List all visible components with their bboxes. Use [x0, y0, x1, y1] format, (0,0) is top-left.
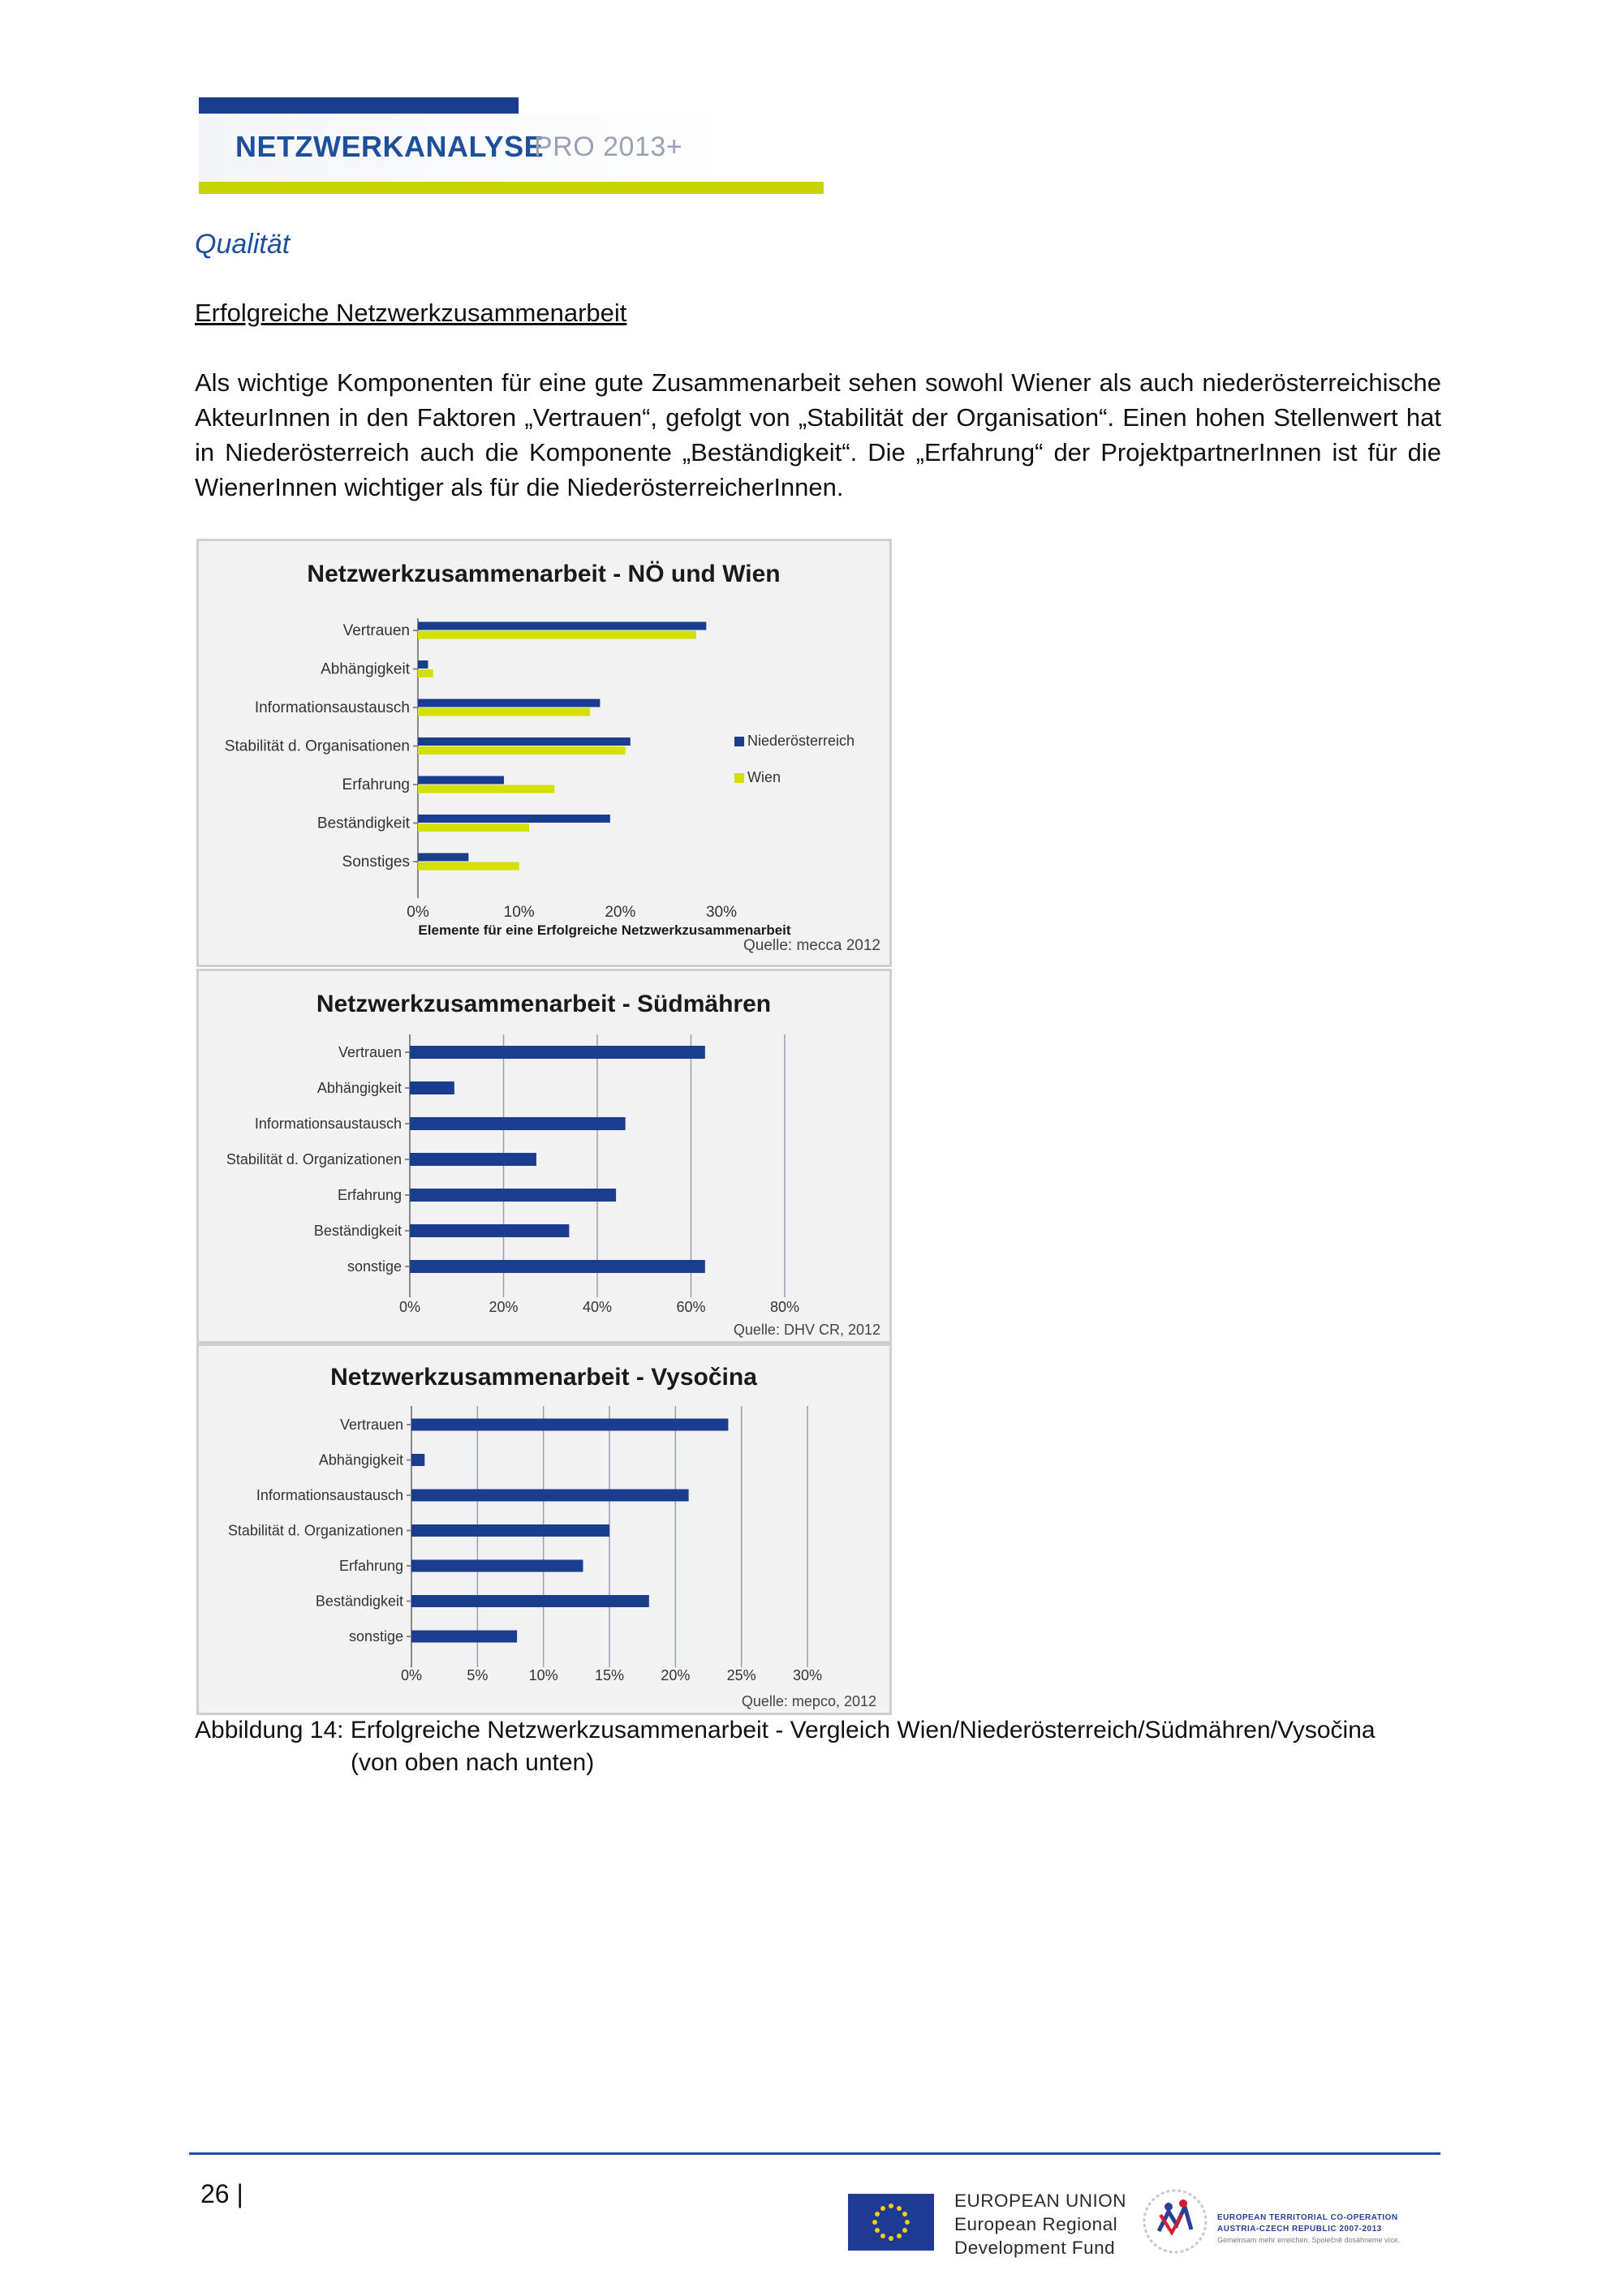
header-title: NETZWERKANALYSE	[235, 130, 545, 163]
etc-line-1: EUROPEAN TERRITORIAL CO-OPERATION	[1217, 2213, 1398, 2222]
x-tick-label: 0%	[407, 904, 429, 921]
footer-rule	[189, 2152, 1440, 2155]
section-title: Qualität	[195, 229, 291, 260]
x-tick-label: 20%	[661, 1667, 691, 1683]
bar-wien	[418, 862, 519, 871]
category-label: Abhängigkeit	[316, 1080, 402, 1096]
header-subtitle: PRO 2013+	[534, 131, 683, 162]
category-label: Beständigkeit	[313, 1223, 402, 1239]
bar-niederösterreich	[418, 776, 504, 785]
header-blue-bar	[199, 97, 519, 114]
bar-niederösterreich	[418, 853, 468, 862]
category-label: Erfahrung	[342, 776, 410, 793]
bar-wien	[418, 823, 529, 832]
bar-value	[410, 1224, 569, 1237]
category-label: sonstige	[347, 1258, 402, 1275]
x-tick-label: 60%	[676, 1299, 706, 1315]
x-tick-label: 10%	[528, 1667, 558, 1683]
category-label: Stabilität d. Organizationen	[226, 1151, 402, 1167]
bar-value	[411, 1419, 728, 1431]
category-label: Stabilität d. Organisationen	[224, 737, 410, 755]
x-tick-label: 15%	[594, 1667, 625, 1683]
x-axis-label: Elemente für eine Erfolgreiche Netzwerkzusammenarbeit	[418, 922, 791, 938]
chart-vysocina-svg	[199, 1346, 889, 1713]
x-tick-label: 0%	[400, 1667, 423, 1683]
x-tick-label: 20%	[489, 1299, 519, 1315]
chart-noe-wien	[196, 539, 892, 967]
x-tick-label: 0%	[398, 1299, 421, 1315]
bar-wien	[418, 785, 554, 793]
bar-value	[411, 1595, 649, 1607]
bar-niederösterreich	[418, 815, 610, 823]
chart-title: Netzwerkzusammenarbeit - Südmähren	[316, 991, 772, 1017]
legend-label: Wien	[747, 769, 781, 785]
eu-stars-icon	[848, 2194, 934, 2251]
x-tick-label: 20%	[605, 904, 636, 921]
bar-niederösterreich	[418, 737, 631, 746]
legend-swatch	[734, 737, 744, 746]
bar-value	[410, 1153, 536, 1166]
eu-line-3: Development Fund	[954, 2238, 1116, 2258]
category-label: Informationsaustausch	[254, 1116, 402, 1132]
etc-logo	[1136, 2182, 1428, 2264]
category-label: Informationsaustausch	[254, 699, 410, 716]
chart-source: Quelle: DHV CR, 2012	[733, 1322, 880, 1338]
header-green-bar	[199, 182, 824, 194]
x-tick-label: 5%	[467, 1667, 489, 1683]
bar-wien	[418, 708, 590, 716]
body-paragraph: Als wichtige Komponenten für eine gute Zusammenarbeit sehen sowohl Wiener als auch niederösterreichische AkteurInnen in den Faktoren „Vertrauen“, gefolgt von „Stabilität der Organisation“. Einen hohen Stellenwert hat in Niederösterreich auch die Komponente „Beständigkeit“. Die „Erfahrung“ der ProjektpartnerInnen ist für die WienerInnen wichtiger als für die NiederösterreicherInnen.	[195, 368, 1441, 501]
etc-line-3: Gemeinsam mehr erreichen. Společně dosáhneme více.	[1217, 2236, 1401, 2244]
x-tick-label: 10%	[503, 904, 535, 921]
bar-value	[411, 1631, 517, 1643]
figure-caption: Abbildung 14: Erfolgreiche Netzwerkzusammenarbeit - Vergleich Wien/Niederösterreich/Südmähren/Vysočina	[195, 1717, 1375, 1743]
bar-value	[411, 1490, 689, 1502]
category-label: Erfahrung	[338, 1558, 403, 1574]
bar-value	[411, 1454, 424, 1466]
category-label: Informationsaustausch	[256, 1487, 403, 1503]
bar-value	[410, 1117, 626, 1130]
category-label: Erfahrung	[337, 1187, 402, 1203]
eu-line-2: European Regional	[954, 2214, 1118, 2234]
category-label: Vertrauen	[339, 1417, 403, 1433]
x-tick-label: 25%	[726, 1667, 756, 1683]
bar-value	[410, 1189, 616, 1202]
chart-suedmaehren	[196, 969, 892, 1344]
figure-caption-note: (von oben nach unten)	[351, 1749, 595, 1776]
chart-noe-wien-svg	[199, 541, 889, 965]
chart-vysocina	[196, 1344, 892, 1715]
category-label: Beständigkeit	[316, 815, 410, 832]
x-tick-label: 40%	[582, 1299, 613, 1315]
bar-wien	[418, 669, 433, 677]
page-number: 26 |	[200, 2179, 243, 2208]
category-label: Vertrauen	[338, 1044, 402, 1060]
category-label: Abhängigkeit	[321, 660, 410, 678]
bar-niederösterreich	[418, 622, 706, 630]
x-tick-label: 30%	[792, 1667, 823, 1683]
category-label: Vertrauen	[342, 622, 410, 639]
bar-wien	[418, 746, 626, 755]
etc-line-2: AUSTRIA-CZECH REPUBLIC 2007-2013	[1217, 2225, 1382, 2234]
bar-niederösterreich	[418, 660, 428, 669]
bar-value	[410, 1046, 705, 1059]
category-label: Stabilität d. Organizationen	[227, 1522, 403, 1539]
chart-source: Quelle: mecca 2012	[743, 937, 880, 954]
x-tick-label: 30%	[705, 904, 738, 921]
eu-flag-icon	[848, 2194, 934, 2251]
etc-emblem-icon	[1136, 2182, 1428, 2264]
bar-value	[410, 1081, 454, 1094]
eu-line-1: EUROPEAN UNION	[954, 2191, 1127, 2211]
legend-swatch	[734, 773, 744, 783]
category-label: Abhängigkeit	[318, 1451, 403, 1468]
chart-source: Quelle: mepco, 2012	[741, 1693, 876, 1709]
bar-value	[411, 1524, 609, 1537]
bar-value	[411, 1560, 583, 1572]
chart-title: Netzwerkzusammenarbeit - Vysočina	[330, 1364, 757, 1391]
legend-label: Niederösterreich	[747, 733, 855, 749]
x-tick-label: 80%	[769, 1299, 800, 1315]
category-label: sonstige	[348, 1628, 403, 1645]
chart-suedmaehren-svg	[199, 971, 889, 1341]
category-label: Beständigkeit	[315, 1593, 403, 1610]
bar-wien	[418, 631, 696, 639]
bar-value	[410, 1260, 705, 1273]
chart-title: Netzwerkzusammenarbeit - NÖ und Wien	[307, 561, 781, 587]
sub-heading: Erfolgreiche Netzwerkzusammenarbeit	[195, 299, 627, 327]
bar-niederösterreich	[418, 699, 600, 707]
eu-fund-label	[954, 2189, 1126, 2259]
category-label: Sonstiges	[342, 853, 410, 871]
